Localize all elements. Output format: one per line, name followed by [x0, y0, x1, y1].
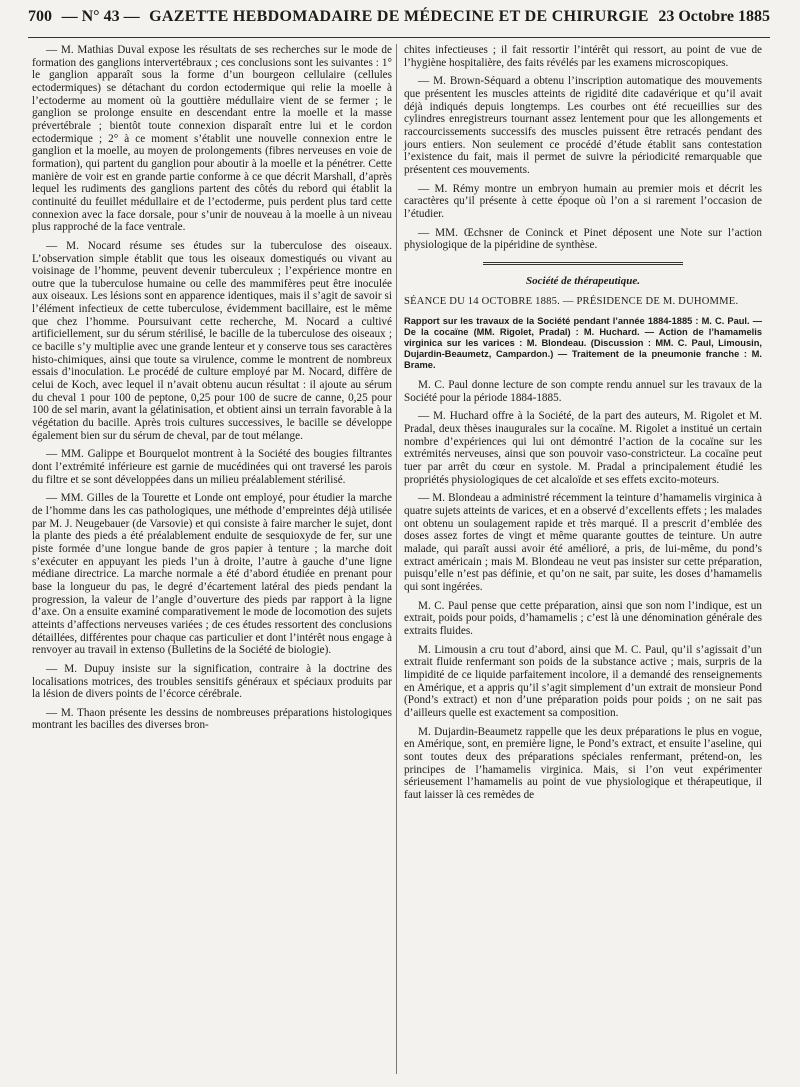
paragraph-dujardin-beaumetz: M. Dujardin-Beaumetz rappelle que les deux préparations le plus en vogue, en Amérique, sont, en première ligne, le Pond’s extract, et ensuite l’aseline, qui sont toutes deux des préparations spéciales renfermant, prétend-on, les principes de l’hamamelis virginica. Mais, si l’on veut expérimenter sérieusement l’hamamelis au point de vue physiologique et thérapeutique, il faut laisser là ces remèdes de	[404, 725, 762, 801]
rapport-summary: Rapport sur les travaux de la Société pendant l’année 1884-1885 : M. C. Paul. — De la cocaïne (MM. Rigolet, Pradal) : M. Huchard. — Action de l’hamamelis virginica sur les varices : M. Blondeau. (Discussion : MM. C. Paul, Limousin, Dujardin-Beaumetz, Campardon.) — Traitement de la pneumonie franche : M. Brame.	[404, 316, 762, 371]
paragraph-gilles-de-la-tourette: — MM. Gilles de la Tourette et Londe ont employé, pour étudier la marche de l’homme dans les cas pathologiques, une méthode d’empreintes déjà utilisée par M. J. Neugebauer (de Varsovie) et qui consiste à faire marcher le sujet, dont la plante des pieds a été préalablement enduite de sesquioxyde de fer, sur une piste formée d’une longue bande de gros papier à tenture ; la marche doit s’exécuter en appuyant les pieds l’un à droite, l’autre à gauche d’une ligne médiane directrice. La marche normale a été d’abord étudiée en prenant pour base la longueur du pas, le degré d’écartement latéral des pieds pendant la progression, la valeur de l’angle d’ouverture des pieds par rapport à la ligne d’axe. On a ensuite examiné comparativement le mode de locomotion des sujets atteints d’affections nerveuses variées ; de ces études ressortent des conclusions détaillées, différentes pour chaque cas particulier et dont l’intérêt nous engage à renvoyer au travail in extenso (Bulletins de la Société de biologie).	[32, 492, 392, 657]
column-divider	[396, 44, 397, 1074]
paragraph-oechsner: — MM. Œchsner de Coninck et Pinet déposent une Note sur l’action physiologique de la pipéridine de synthèse.	[404, 226, 762, 252]
paragraph-huchard: — M. Huchard offre à la Société, de la part des auteurs, M. Rigolet et M. Pradal, deux thèses inaugurales sur la cocaïne. M. Rigolet a institué un certain nombre d’expériences qui lui ont démontré l’action de la cocaïne sur les extrémités nerveuses, ainsi que son pouvoir vaso-constricteur. La cocaïne peut tuer par arrêt du cœur en systole. M. Pradal a principalement étudié les propriétés physiologiques de cet alcaloïde et ses effets excito-moteurs.	[404, 410, 762, 486]
paragraph-galippe: — MM. Galippe et Bourquelot montrent à la Société des bougies filtrantes dont l’extrémité inférieure est garnie de mucédinées qui ont traversé les parois du filtre et se sont développées dans un milieu préalablement stérilisé.	[32, 448, 392, 486]
seance-heading: SÉANCE DU 14 OCTOBRE 1885. — PRÉSIDENCE DE M. DUHOMME.	[404, 295, 739, 307]
page-header	[28, 8, 770, 36]
left-column	[32, 44, 392, 738]
paragraph-c-paul: M. C. Paul donne lecture de son compte rendu annuel sur les travaux de la Société pour la période 1884-1885.	[404, 379, 762, 404]
journal-title: GAZETTE HEBDOMADAIRE DE MÉDECINE ET DE CHIRURGIE	[149, 8, 649, 25]
paragraph-duval: — M. Mathias Duval expose les résultats de ses recherches sur le mode de formation des ganglions intervertébraux ; ces conclusions sont les suivantes : 1° le ganglion apparaît sous la forme d’un bourgeon cellulaire (cellules ectodermiques) se détachant du cordon ectodermique qui relie la moelle à l’ectoderme au moment où la gouttière médullaire vient de se fermer ; le ganglion se prolonge ensuite en descendant entre la moelle et la masse prévertébrale ; bientôt toute connexion disparaît entre lui et le cordon ectodermique ; 2° à ce moment s’établit une nouvelle connexion entre le ganglion et la moelle, au moyen de prolongements (fibres nerveuses en voie de formation), qui partent du ganglion pour aboutir à la moelle et la pénétrer. Cette manière de voir est en grande partie conforme à ce que décrit Marshall, d’après lequel les rudiments des ganglions partent des côtés du rebord qui établit la continuité du feuillet médullaire et de l’ectoderme, puis perdent plus tard cette connexion avec la face dorsale, pour s’unir de nouveau à la moelle à un niveau plus rapproché de la face ventrale.	[32, 44, 392, 234]
paragraph-c-paul-2: M. C. Paul pense que cette préparation, ainsi que son nom l’indique, est un extrait, poids pour poids, d’hamamelis ; c’est là une dénomination générale des extraits fluides.	[404, 599, 762, 637]
header-rule	[28, 37, 770, 38]
page-number: 700	[28, 8, 52, 25]
paragraph-blondeau: — M. Blondeau a administré récemment la teinture d’hamamelis virginica à quatre sujets atteints de varices, et en a observé d’excellents effets ; les malades ont obtenu un soulagement rapide et très marqué. Il a prescrit d’emblée des doses assez fortes de vingt et même quarante gouttes de teinture. Un autre malade, qui paraît aussi avoir été amélioré, a pris, de lui-même, du pond’s extract américain ; mais M. Blondeau ne veut pas insister sur cette préparation, puisqu’elle n’est pas définie, et qu’on ne sait, par suite, les doses d’hamamelis qui sont ingérées.	[404, 492, 762, 593]
section-title: Société de thérapeutique.	[526, 274, 640, 287]
section-rule	[483, 262, 683, 265]
right-column	[404, 44, 762, 808]
paragraph-dupuy: — M. Dupuy insiste sur la signification, contraire à la doctrine des localisations motrices, des troubles sensitifs généraux et spéciaux produits par la lésion de divers points de l’écorce cérébrale.	[32, 662, 392, 701]
paragraph-remy: — M. Rémy montre un embryon humain au premier mois et décrit les caractères qu’il présente à cette époque où l’on a si rarement l’occasion de l’étudier.	[404, 182, 762, 220]
issue-number: — N° 43 —	[61, 8, 140, 25]
paragraph-brown-sequard: — M. Brown-Séquard a obtenu l’inscription automatique des mouvements que présentent les muscles atteints de rigidité dite cadavérique et qu’il avait déjà indiqués depuis longtemps. Les courbes ont été recueillies sur des cylindres enregistreurs tournant assez lentement pour que les allongements et raccourcissements successifs des muscles puissent être retracés pendant des jours entiers. Non seulement ce procédé d’étude établit sans contestation l’existence du fait, mais il permet de suivre la périodicité remarquable que présentent ces mouvements.	[404, 75, 762, 176]
paragraph-nocard: — M. Nocard résume ses études sur la tuberculose des oiseaux. L’observation simple établit que tous les oiseaux domestiqués ou vivant au voisinage de l’homme, peuvent devenir tuberculeux ; l’expérience montre en outre que la tuberculose humaine ou celle des mammifères peut être inoculée aux oiseaux. Les lésions sont en apparence identiques, mais il s’agit de savoir si l’élément infectieux de cette tuberculose, évidemment bacillaire, est le même que chez l’homme. Poursuivant cette recherche, M. Nocard a cultivé artificiellement, sur du sérum stérilisé, le bacille de la tuberculose des oiseaux ; ce bacille s’y multiplie avec une grande lenteur et y conserve tous ses caractères histo-chimiques, ainsi que toute sa virulence, comme le montrent de nombreux essais d’inoculation. Le procédé de culture employé par M. Nocard, diffère de celui de Koch, avec lequel il n’avait obtenu aucun résultat : il ajoute au sérum du cheval 1 pour 100 de peptone, 0,25 pour 100 de sucre de canne, 0,25 pour 100 de sel marin, avant la gélatinisation, et obtient ainsi un terrain favorable à la végétation du bacille. Après trois cultures successives, le bacille se développe également bien sur du sérum de cheval, par de tout mélange.	[32, 239, 392, 442]
issue-date: 23 Octobre 1885	[658, 8, 770, 25]
paragraph-limousin: M. Limousin a cru tout d’abord, ainsi que M. C. Paul, qu’il s’agissait d’un extrait fluide renfermant son poids de la substance active ; mais, surpris de la limpidité de ce liquide parfaitement incolore, il a demandé des renseignements en Amérique, et a appris qu’il s’agit simplement d’un extrait de monsieur Pond (Pond’s extract) et non d’une préparation poids pour poids ; on ne sait pas d’ailleurs quelle est exactement sa composition.	[404, 643, 762, 719]
paragraph-thaon: — M. Thaon présente les dessins de nombreuses préparations histologiques montrant les bacilles des diverses bron-	[32, 706, 392, 732]
paragraph-continuation: chites infectieuses ; il fait ressortir l’intérêt qui ressort, au point de vue de l’hygiène hospitalière, des faits révélés par les examens microscopiques.	[404, 44, 762, 69]
